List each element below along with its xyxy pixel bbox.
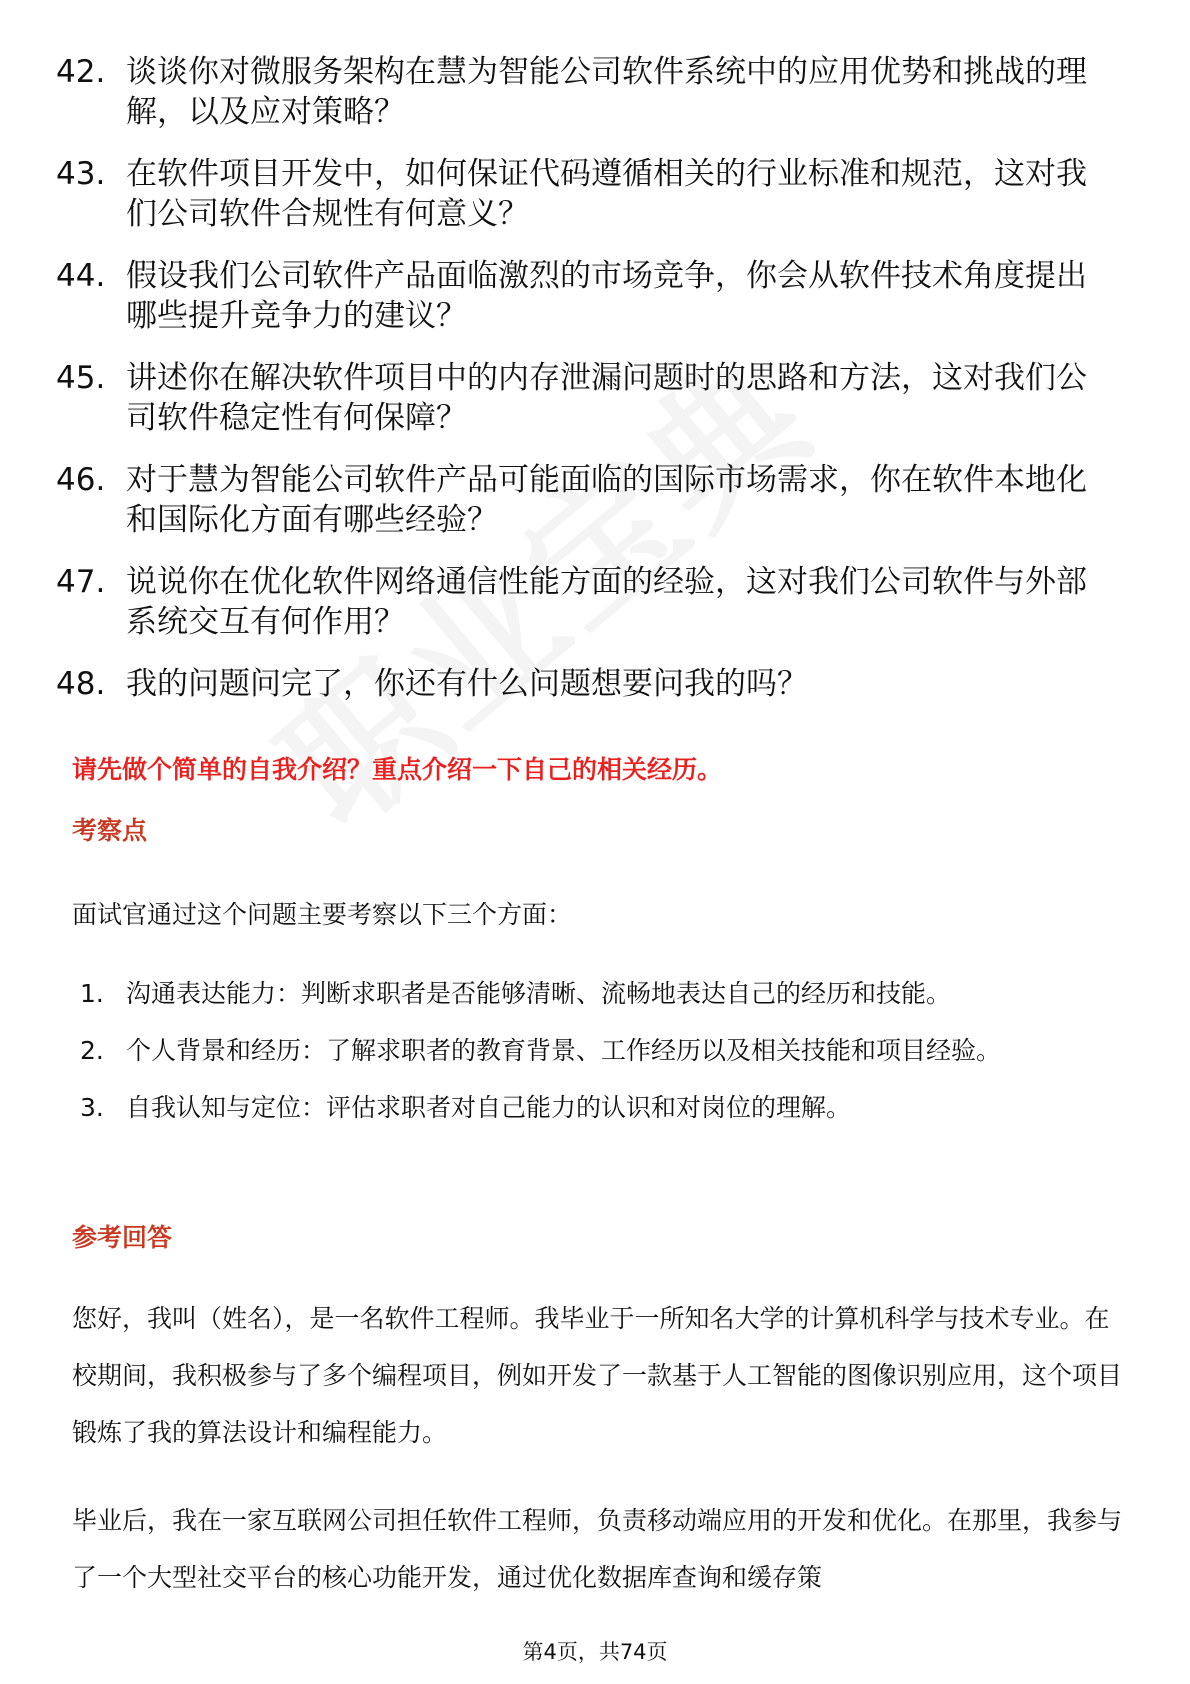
list-item	[56, 52, 1116, 132]
question-text: 讲述你在解决软件项目中的内存泄漏问题时的思路和方法，这对我们公司软件稳定性有何保障？	[126, 360, 1087, 436]
point-number: 3.	[80, 1093, 104, 1122]
point-text: 个人背景和经历：了解求职者的教育背景、工作经历以及相关技能和项目经验。	[126, 1036, 1002, 1065]
answer-paragraph: 您好，我叫（姓名），是一名软件工程师。我毕业于一所知名大学的计算机科学与技术专业。在校期间，我积极参与了多个编程项目，例如开发了一款基于人工智能的图像识别应用，这个项目锻炼了我的算法设计和编程能力。	[72, 1304, 1123, 1447]
question-number: 46.	[56, 462, 106, 498]
question-number: 42.	[56, 54, 106, 90]
focus-intro-text: 面试官通过这个问题主要考察以下三个方面：	[72, 900, 573, 929]
list-item	[80, 965, 1120, 1022]
question-number: 47.	[56, 564, 106, 600]
list-item	[56, 256, 1116, 336]
question-text: 对于慧为智能公司软件产品可能面临的国际市场需求，你在软件本地化和国际化方面有哪些经验？	[126, 462, 1087, 538]
page-number-footer: 第4页，共74页	[522, 1640, 668, 1664]
question-text: 在软件项目开发中，如何保证代码遵循相关的行业标准和规范，这对我们公司软件合规性有何意义？	[126, 156, 1087, 232]
point-text: 沟通表达能力：判断求职者是否能够清晰、流畅地表达自己的经历和技能。	[126, 979, 952, 1008]
focus-section-title: 考察点	[72, 816, 148, 845]
question-number: 45.	[56, 360, 106, 396]
question-text: 我的问题问完了，你还有什么问题想要问我的吗？	[126, 666, 808, 702]
question-list	[56, 52, 1116, 726]
answer-section-title: 参考回答	[72, 1223, 173, 1252]
list-item	[80, 1022, 1120, 1079]
point-number: 2.	[80, 1036, 104, 1065]
intro-question-heading: 请先做个简单的自我介绍？重点介绍一下自己的相关经历。	[72, 755, 723, 784]
question-number: 44.	[56, 258, 106, 294]
point-text: 自我认知与定位：评估求职者对自己能力的认识和对岗位的理解。	[126, 1093, 852, 1122]
question-text: 假设我们公司软件产品面临激烈的市场竞争，你会从软件技术角度提出哪些提升竞争力的建议？	[126, 258, 1087, 334]
question-text: 谈谈你对微服务架构在慧为智能公司软件系统中的应用优势和挑战的理解，以及应对策略？	[126, 54, 1087, 130]
question-text: 说说你在优化软件网络通信性能方面的经验，这对我们公司软件与外部系统交互有何作用？	[126, 564, 1087, 640]
list-item	[56, 154, 1116, 234]
list-item	[80, 1079, 1120, 1136]
list-item	[56, 358, 1116, 438]
point-number: 1.	[80, 979, 104, 1008]
list-item	[56, 664, 1116, 704]
question-number: 43.	[56, 156, 106, 192]
list-item	[56, 460, 1116, 540]
list-item	[56, 562, 1116, 642]
focus-points-list	[80, 965, 1120, 1136]
question-number: 48.	[56, 666, 106, 702]
answer-paragraph: 毕业后，我在一家互联网公司担任软件工程师，负责移动端应用的开发和优化。在那里，我参与了一个大型社交平台的核心功能开发，通过优化数据库查询和缓存策	[72, 1506, 1123, 1592]
